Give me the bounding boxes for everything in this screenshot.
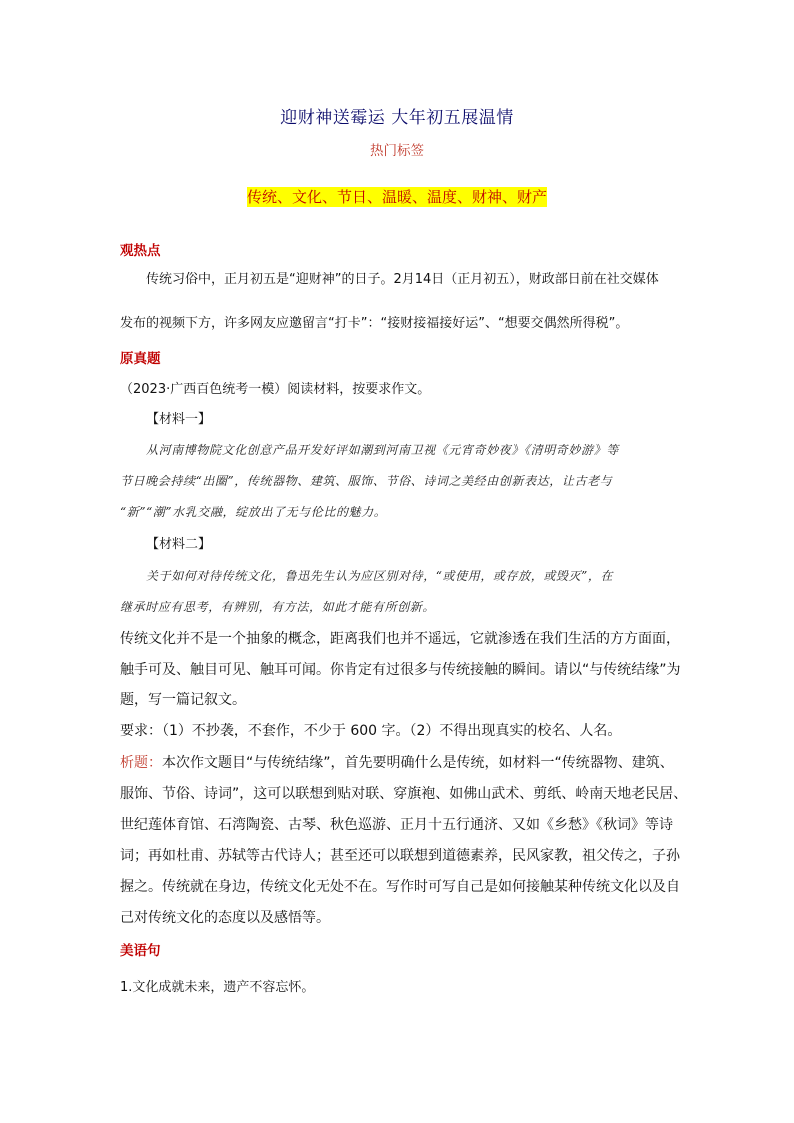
material-2-line: 关于如何对待传统文化，鲁迅先生认为应区别对待，“或使用，或存放，或毁灭”，在 [146,569,614,583]
hot-point-line-2: 发布的视频下方，许多网友应邀留言“打卡”：“接财接福接好运”、“想要交偶然所得税”。 [120,316,629,331]
prompt-line: 传统文化并不是一个抽象的概念，距离我们也并不遥远，它就渗透在我们生活的方方面面， [120,631,680,647]
material-2-label: 【材料二】 [146,537,212,552]
prompt-line: 触手可及、触目可见、触耳可闻。你肯定有过很多与传统接触的瞬间。请以“与传统结缘”为 [120,662,681,678]
exam-intro: （2023·广西百色统考一模）阅读材料，按要求作文。 [120,382,431,397]
analysis-text: 本次作文题目“与传统结缘”，首先要明确什么是传统，如材料一“传统器物、建筑、 [162,755,674,771]
hot-point-line-1: 传统习俗中，正月初五是“迎财神”的日子。2月14日（正月初五），财政部日前在社交媒体 [146,272,659,287]
analysis-line: 服饰、节俗、诗词”，这可以联想到贴对联、穿旗袍、如佛山武术、剪纸、岭南天地老民居、 [120,786,688,802]
analysis-line: 己对传统文化的态度以及感悟等。 [120,910,330,926]
material-1-line: 从河南博物院文化创意产品开发好评如潮到河南卫视《元宵奇妙夜》《清明奇妙游》等 [146,443,619,457]
material-1-label: 【材料一】 [146,412,212,427]
material-1-line: “新”“潮”水乳交融，绽放出了无与伦比的魅力。 [120,505,387,519]
beautiful-line-1: 1.文化成就未来，遗产不容忘怀。 [120,980,315,995]
analysis-line: 词；再如杜甫、苏轼等古代诗人；甚至还可以联想到道德素养，民风家教，祖父传之，子孙 [120,848,680,864]
tag-line [0,186,794,207]
beautiful-heading: 美语句 [120,943,161,959]
material-2-line: 继承时应有思考，有辨别，有方法，如此才能有所创新。 [120,600,436,614]
hot-point-heading: 观热点 [120,243,161,259]
analysis-line-1 [120,752,674,772]
analysis-line: 世纪莲体育馆、石湾陶瓷、古琴、秋色巡游、正月十五行通济、又如《乡愁》《秋词》等诗 [120,817,673,833]
analysis-label: 析题： [120,755,162,771]
material-1-line: 节日晚会持续“出圈”，传统器物、建筑、服饰、节俗、诗词之美经由创新表达，让古老与 [120,474,613,488]
prompt-line: 题，写一篇记叙文。 [120,692,246,708]
exam-heading: 原真题 [120,351,161,367]
page-subtitle: 热门标签 [370,143,424,159]
requirements: 要求：（1）不抄袭，不套作，不少于 600 字。（2）不得出现真实的校名、人名。 [120,723,622,739]
analysis-line: 握之。传统就在身边，传统文化无处不在。写作时可写自己是如何接触某种传统文化以及自 [120,879,680,895]
highlighted-tags: 传统、文化、节日、温暖、温度、财神、财产 [246,188,547,206]
page-title: 迎财神送霉运 大年初五展温情 [280,108,514,128]
